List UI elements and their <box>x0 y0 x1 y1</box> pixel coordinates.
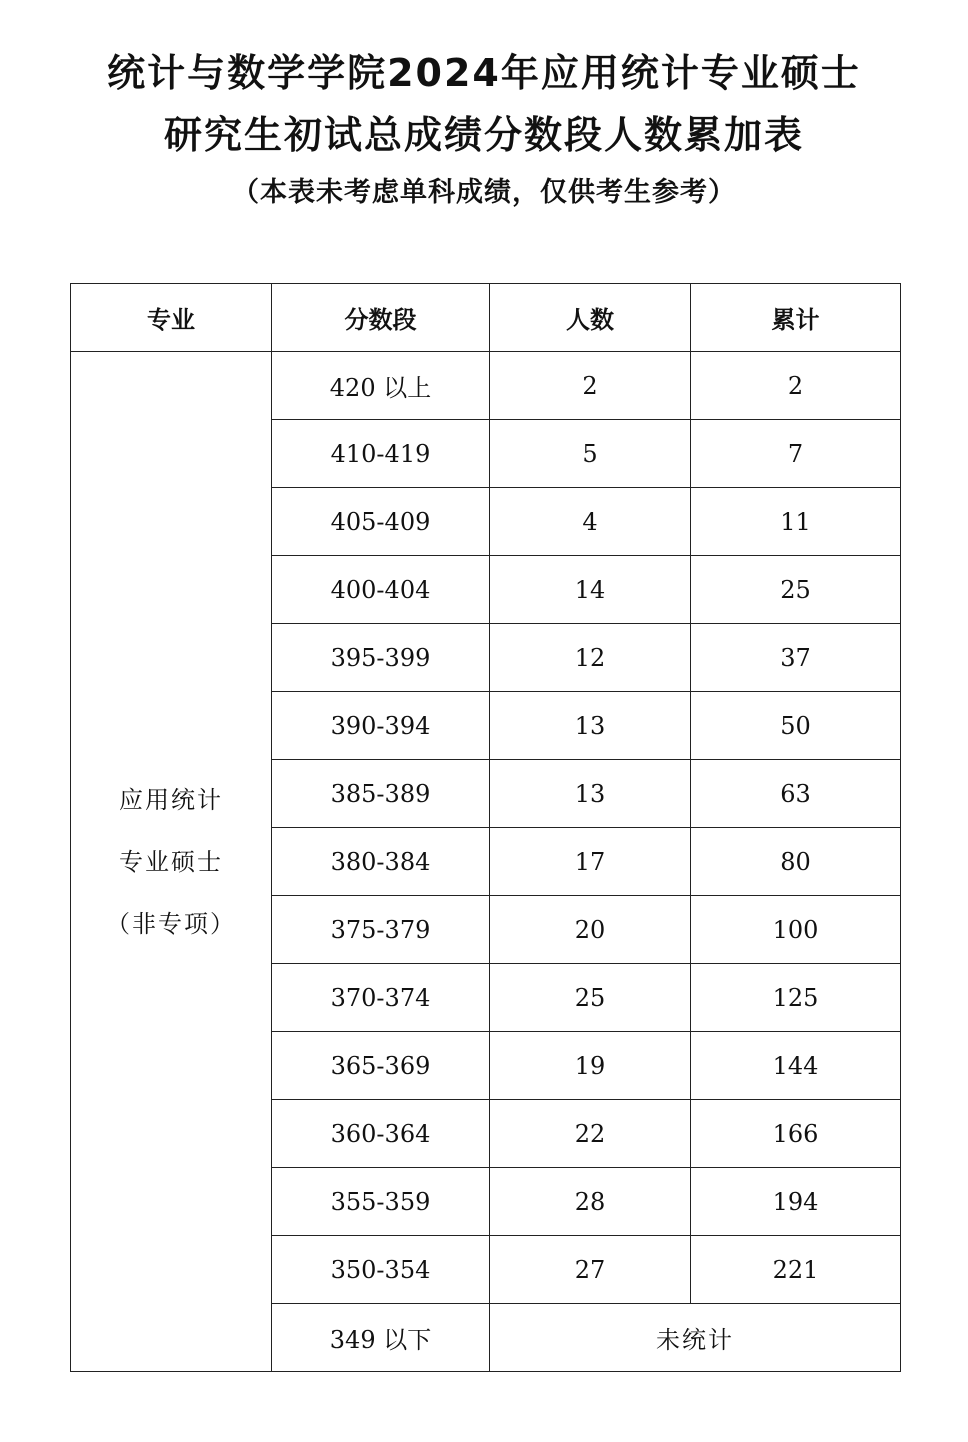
score-range-cell: 355-359 <box>272 1168 490 1236</box>
cumulative-cell: 221 <box>691 1236 901 1304</box>
count-cell: 13 <box>490 692 691 760</box>
cumulative-cell: 7 <box>691 420 901 488</box>
not-counted-note: 未统计 <box>490 1304 901 1372</box>
table-header-row <box>71 284 901 352</box>
header-cumulative: 累计 <box>691 284 901 352</box>
count-cell: 19 <box>490 1032 691 1100</box>
major-label-line: 专业硕士 <box>119 847 223 876</box>
count-cell: 4 <box>490 488 691 556</box>
score-range-cell: 410-419 <box>272 420 490 488</box>
cumulative-cell: 2 <box>691 352 901 420</box>
major-label-line: 应用统计 <box>119 785 223 814</box>
count-cell: 25 <box>490 964 691 1032</box>
count-cell: 20 <box>490 896 691 964</box>
page-title-line-1: 统计与数学学院2024年应用统计专业硕士 <box>107 51 861 95</box>
score-range-cell: 375-379 <box>272 896 490 964</box>
page-title-line-2: 研究生初试总成绩分数段人数累加表 <box>163 113 804 157</box>
count-cell: 5 <box>490 420 691 488</box>
score-distribution-table <box>70 283 901 1372</box>
count-cell: 28 <box>490 1168 691 1236</box>
score-range-cell: 405-409 <box>272 488 490 556</box>
major-label-line: （非专项） <box>106 909 236 938</box>
score-range-cell: 350-354 <box>272 1236 490 1304</box>
cumulative-cell: 166 <box>691 1100 901 1168</box>
cumulative-cell: 50 <box>691 692 901 760</box>
cumulative-cell: 194 <box>691 1168 901 1236</box>
score-range-cell: 420 以上 <box>272 352 490 420</box>
cumulative-cell: 63 <box>691 760 901 828</box>
count-cell: 22 <box>490 1100 691 1168</box>
cumulative-cell: 80 <box>691 828 901 896</box>
score-range-cell: 360-364 <box>272 1100 490 1168</box>
count-cell: 13 <box>490 760 691 828</box>
score-range-cell: 385-389 <box>272 760 490 828</box>
score-range-cell: 365-369 <box>272 1032 490 1100</box>
score-range-cell: 349 以下 <box>272 1304 490 1372</box>
count-cell: 2 <box>490 352 691 420</box>
table-body <box>71 352 901 1372</box>
score-range-cell: 395-399 <box>272 624 490 692</box>
cumulative-cell: 100 <box>691 896 901 964</box>
count-cell: 17 <box>490 828 691 896</box>
cumulative-cell: 144 <box>691 1032 901 1100</box>
header-score-range: 分数段 <box>272 284 490 352</box>
score-range-cell: 380-384 <box>272 828 490 896</box>
table-row <box>71 352 901 420</box>
score-range-cell: 400-404 <box>272 556 490 624</box>
cumulative-cell: 125 <box>691 964 901 1032</box>
cumulative-cell: 25 <box>691 556 901 624</box>
header-major: 专业 <box>71 284 272 352</box>
count-cell: 14 <box>490 556 691 624</box>
count-cell: 12 <box>490 624 691 692</box>
page-subtitle: （本表未考虑单科成绩，仅供考生参考） <box>232 177 736 208</box>
major-cell <box>71 352 272 1372</box>
score-range-cell: 390-394 <box>272 692 490 760</box>
cumulative-cell: 37 <box>691 624 901 692</box>
score-range-cell: 370-374 <box>272 964 490 1032</box>
count-cell: 27 <box>490 1236 691 1304</box>
header-count: 人数 <box>490 284 691 352</box>
cumulative-cell: 11 <box>691 488 901 556</box>
